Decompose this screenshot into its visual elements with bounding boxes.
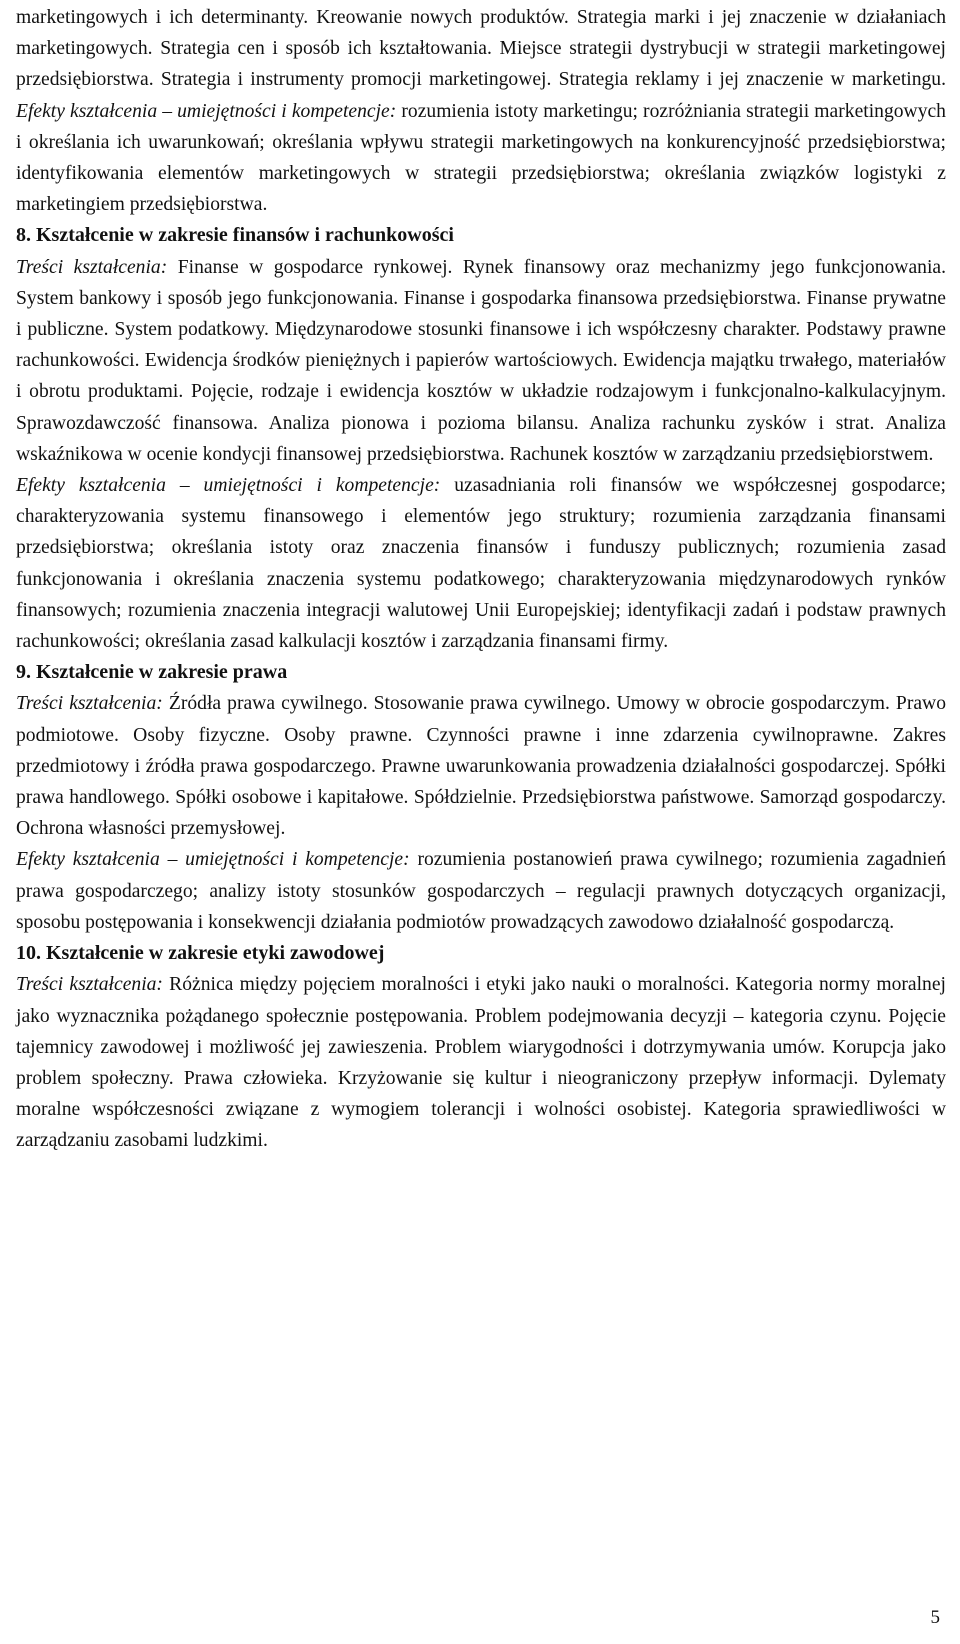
section-9-effects <box>16 844 946 938</box>
content-text: Różnica między pojęciem moralności i etyki jako nauki o moralności. Kategoria normy moralnej jako wyznacznika pożądanego społecznie postępowania. Problem podejmowania decyzji – kategoria czynu. Pojęcie tajemnicy zawodowej i możliwość jej zawieszenia. Problem wiarygodności i dotrzymywania umów. Korupcja jako problem społeczny. Prawa człowieka. Krzyżowanie się kultur i nieograniczony przepływ informacji. Dylematy moralne współczesności związane z wymogiem tolerancji i wolności osobistej. Kategoria sprawiedliwości w zarządzaniu zasobami ludzkimi. <box>16 974 946 1152</box>
section-10-heading: 10. Kształcenie w zakresie etyki zawodowej <box>16 942 385 965</box>
section-8-heading: 8. Kształcenie w zakresie finansów i rachunkowości <box>16 224 454 247</box>
content-text: Źródła prawa cywilnego. Stosowanie prawa cywilnego. Umowy w obrocie gospodarczym. Prawo podmiotowe. Osoby fizyczne. Osoby prawne. Czynności prawne i inne zdarzenia cywilnoprawne. Zakres przedmiotowy i źródła prawa gospodarczego. Prawne uwarunkowania prowadzenia działalności gospodarczej. Spółki prawa handlowego. Spółki osobowe i kapitałowe. Spółdzielnie. Przedsiębiorstwa państwowe. Samorząd gospodarczy. Ochrona własności przemysłowej. <box>16 693 946 840</box>
effects-label: Efekty kształcenia – umiejętności i kompetencje: <box>16 849 410 871</box>
page-number: 5 <box>930 1607 940 1628</box>
section-9-heading: 9. Kształcenie w zakresie prawa <box>16 661 288 684</box>
document-page <box>16 2 946 1157</box>
section-8-content <box>16 252 946 470</box>
content-text: Finanse w gospodarce rynkowej. Rynek finansowy oraz mechanizmy jego funkcjonowania. System bankowy i sposób jego funkcjonowania. Finanse i gospodarka finansowa przedsiębiorstwa. Finanse prywatne i publiczne. System podatkowy. Międzynarodowe stosunki finansowe i ich współczesny charakter. Podstawy prawne rachunkowości. Ewidencja środków pieniężnych i papierów wartościowych. Ewidencja majątku trwałego, materiałów i obrotu produktami. Pojęcie, rodzaje i ewidencja kosztów w układzie rodzajowym i funkcjonalno-kalkulacyjnym. Sprawozdawczość finansowa. Analiza pionowa i pozioma bilansu. Analiza rachunku zysków i strat. Analiza wskaźnikowa w ocenie kondycji finansowej przedsiębiorstwa. Rachunek kosztów w zarządzaniu przedsiębiorstwem. <box>16 256 946 465</box>
content-label: Treści kształcenia: <box>16 693 163 715</box>
section-10-content <box>16 969 946 1156</box>
intro-content: marketingowych i ich determinanty. Kreowanie nowych produktów. Strategia marki i jej znaczenie w działaniach marketingowych. Strategia cen i sposób ich kształtowania. Miejsce strategii dystrybucji w strategii marketingowej przedsiębiorstwa. Strategia i instrumenty promocji marketingowej. Strategia reklamy i jej znaczenie w marketingu. <box>16 7 946 91</box>
effects-text: uzasadniania roli finansów we współczesnej gospodarce; charakteryzowania systemu finansowego i elementów jego struktury; rozumienia zarządzania finansami przedsiębiorstwa; określania istoty oraz znaczenia finansów i funduszy publicznych; rozumienia zasad funkcjonowania i określania znaczenia systemu podatkowego; charakteryzowania międzynarodowych rynków finansowych; rozumienia znaczenia integracji walutowej Unii Europejskiej; identyfikacji zadań i podstaw prawnych rachunkowości; określania zasad kalkulacji kosztów i zarządzania finansami firmy. <box>16 475 946 653</box>
intro-effects-text: rozumienia istoty marketingu; rozróżniania strategii marketingowych i określania ich uwarunkowań; określania wpływu strategii marketingowych na konkurencyjność przedsiębiorstwa; identyfikowania elementów marketingowych w strategii przedsiębiorstwa; określania związków logistyki z marketingiem przedsiębiorstwa. <box>16 100 946 216</box>
content-label: Treści kształcenia: <box>16 256 168 278</box>
intro-paragraph <box>16 2 946 220</box>
effects-text: rozumienia postanowień prawa cywilnego; rozumienia zagadnień prawa gospodarczego; analizy istoty stosunków gospodarczych – regulacji prawnych dotyczących organizacji, sposobu postępowania i konsekwencji działania podmiotów prowadzących zawodowo działalność gospodarczą. <box>16 849 946 933</box>
effects-label: Efekty kształcenia – umiejętności i kompetencje: <box>16 475 441 497</box>
section-8-effects <box>16 470 946 657</box>
content-label: Treści kształcenia: <box>16 974 163 996</box>
section-9-content <box>16 688 946 844</box>
intro-effects-label: Efekty kształcenia – umiejętności i kompetencje: <box>16 100 397 122</box>
